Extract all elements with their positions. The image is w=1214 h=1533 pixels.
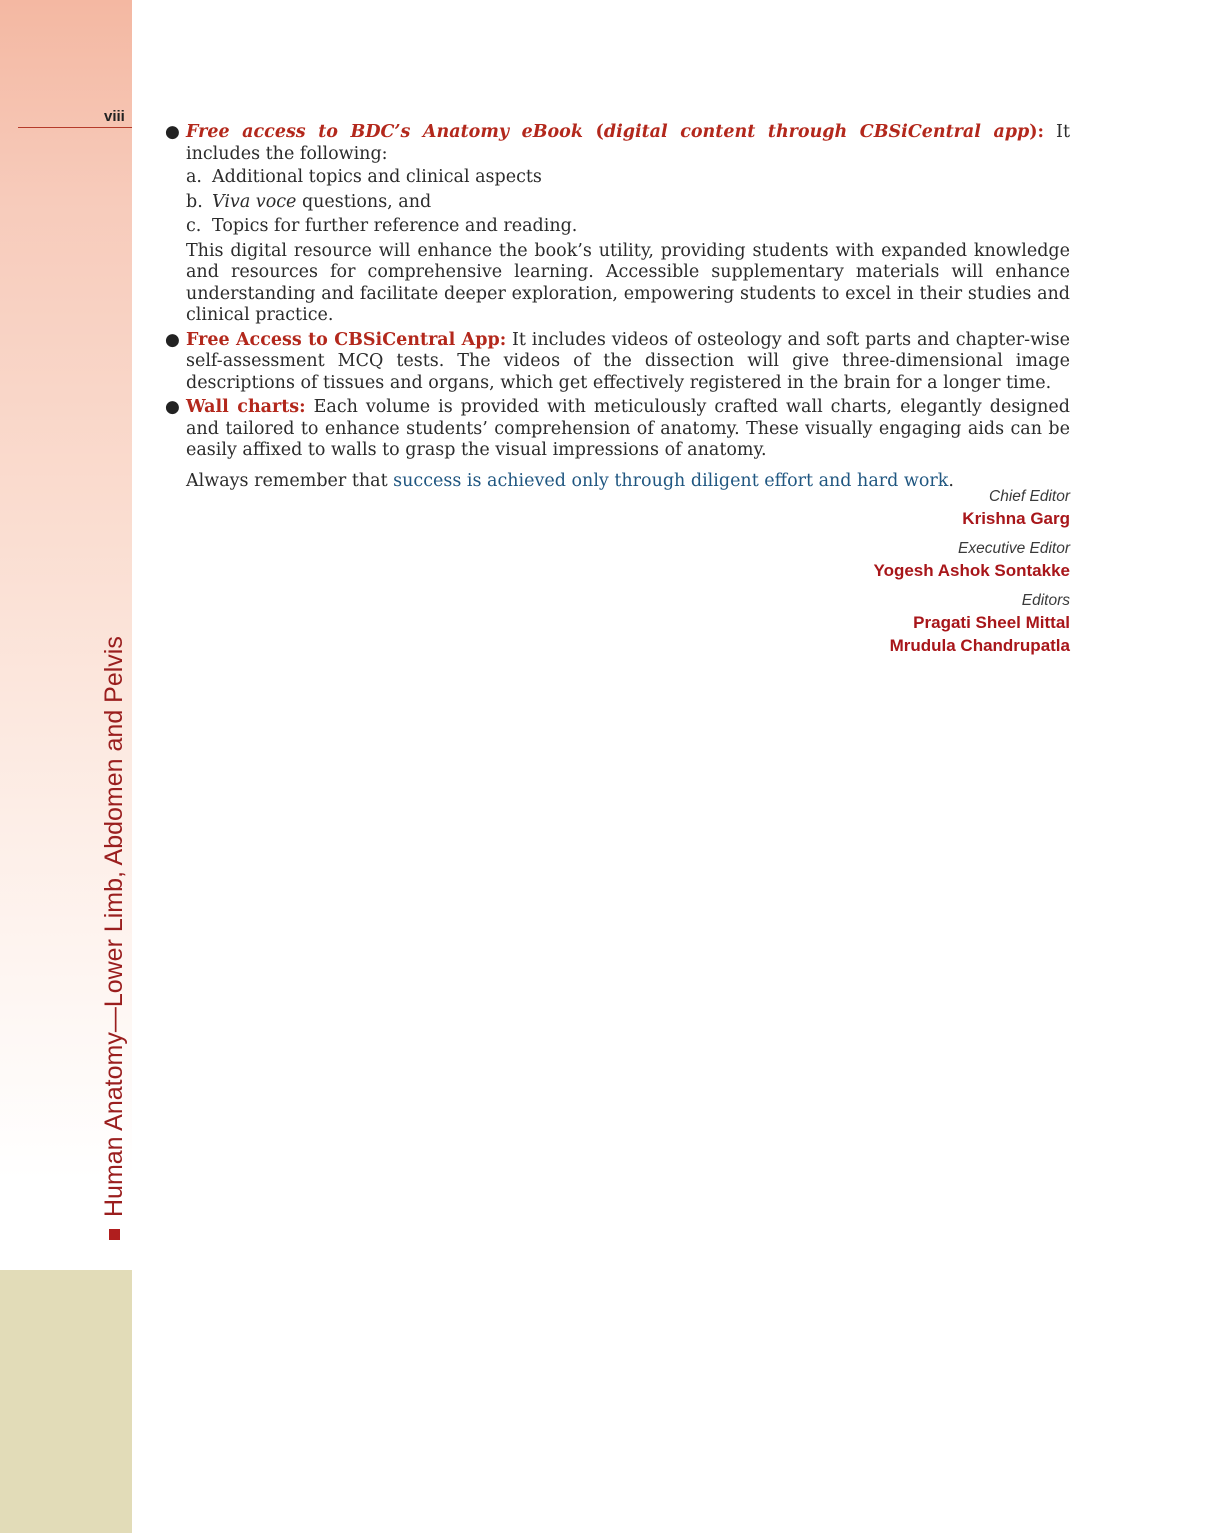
sub-item xyxy=(186,216,1070,238)
item-lead: Free Access to CBSiCentral App: xyxy=(186,329,507,350)
sub-item xyxy=(186,192,1070,214)
page-number: viii xyxy=(104,108,125,125)
closing-prefix: Always remember that xyxy=(186,470,394,491)
item-paragraph: This digital resource will enhance the book’s utility, providing students with expanded knowledge and resources for comprehensive learning. Accessible supplementary materials will enhance understanding and facilitate deeper exploration, empowering students to excel in their studies and clinical practice. xyxy=(186,240,1070,325)
item-lead: Free access to BDC’s Anatomy eBook xyxy=(186,122,583,142)
closing-suffix: . xyxy=(948,470,954,491)
item-text: It includes videos of osteology and soft parts and chapter-wise self-assessment MCQ tests. The videos of the dissection will give three-dimensional image descriptions of tissues and organs, which get effectively registered in the brain for a longer time. xyxy=(186,329,1070,393)
sub-item-letter: a. xyxy=(186,167,202,187)
editors-group xyxy=(874,591,1071,657)
sub-item-text: Topics for further reference and reading. xyxy=(212,216,578,236)
role-label: Chief Editor xyxy=(989,488,1070,505)
item-text: It includes the following: xyxy=(186,122,1070,164)
running-head-text: Human Anatomy—Lower Limb, Abdomen and Pelvis xyxy=(100,636,128,1217)
editor-signoff xyxy=(874,487,1071,666)
header-rule xyxy=(18,127,132,128)
sub-item-text xyxy=(212,192,431,214)
sub-list xyxy=(186,167,1070,238)
square-bullet-icon xyxy=(109,1229,120,1240)
sub-item-letter: c. xyxy=(186,216,202,236)
role-label: Executive Editor xyxy=(958,540,1070,557)
list-item xyxy=(160,122,1070,327)
bullet-icon: ● xyxy=(165,122,180,142)
item-text: Each volume is provided with meticulously crafted wall charts, elegantly designed and tailored to enhance students’ comprehension of anatomy. These visually engaging aids can be easily affixed to walls to grasp the visual impressions of anatomy. xyxy=(186,397,1070,460)
list-item xyxy=(160,397,1070,462)
item-lead: Wall charts: xyxy=(186,397,306,417)
sub-item-letter: b. xyxy=(186,191,203,212)
paren-open: ( xyxy=(582,122,604,142)
running-head xyxy=(100,636,129,1240)
sub-item-text: Additional topics and clinical aspects xyxy=(212,167,542,187)
editor-name: Mrudula Chandrupatla xyxy=(889,636,1070,655)
sub-item xyxy=(186,167,1070,189)
sub-item-rest: questions, and xyxy=(296,191,432,212)
preface-body xyxy=(160,122,1070,492)
chief-editor-group xyxy=(874,487,1071,530)
sidebar-footer-block xyxy=(0,1270,132,1533)
role-label: Editors xyxy=(1021,592,1070,609)
editor-name: Yogesh Ashok Sontakke xyxy=(873,561,1070,580)
list-item xyxy=(160,330,1070,395)
bullet-icon: ● xyxy=(165,397,180,417)
sub-item-italic: Viva voce xyxy=(212,191,297,212)
closing-highlight: success is achieved only through diligent effort and hard work xyxy=(393,470,949,491)
executive-editor-group xyxy=(874,539,1071,582)
paren-close: ): xyxy=(1029,122,1045,142)
paren-text: digital content through CBSiCentral app xyxy=(603,122,1030,142)
editor-name: Krishna Garg xyxy=(962,509,1070,528)
editor-name: Pragati Sheel Mittal xyxy=(913,613,1070,632)
bullet-icon: ● xyxy=(165,329,180,350)
